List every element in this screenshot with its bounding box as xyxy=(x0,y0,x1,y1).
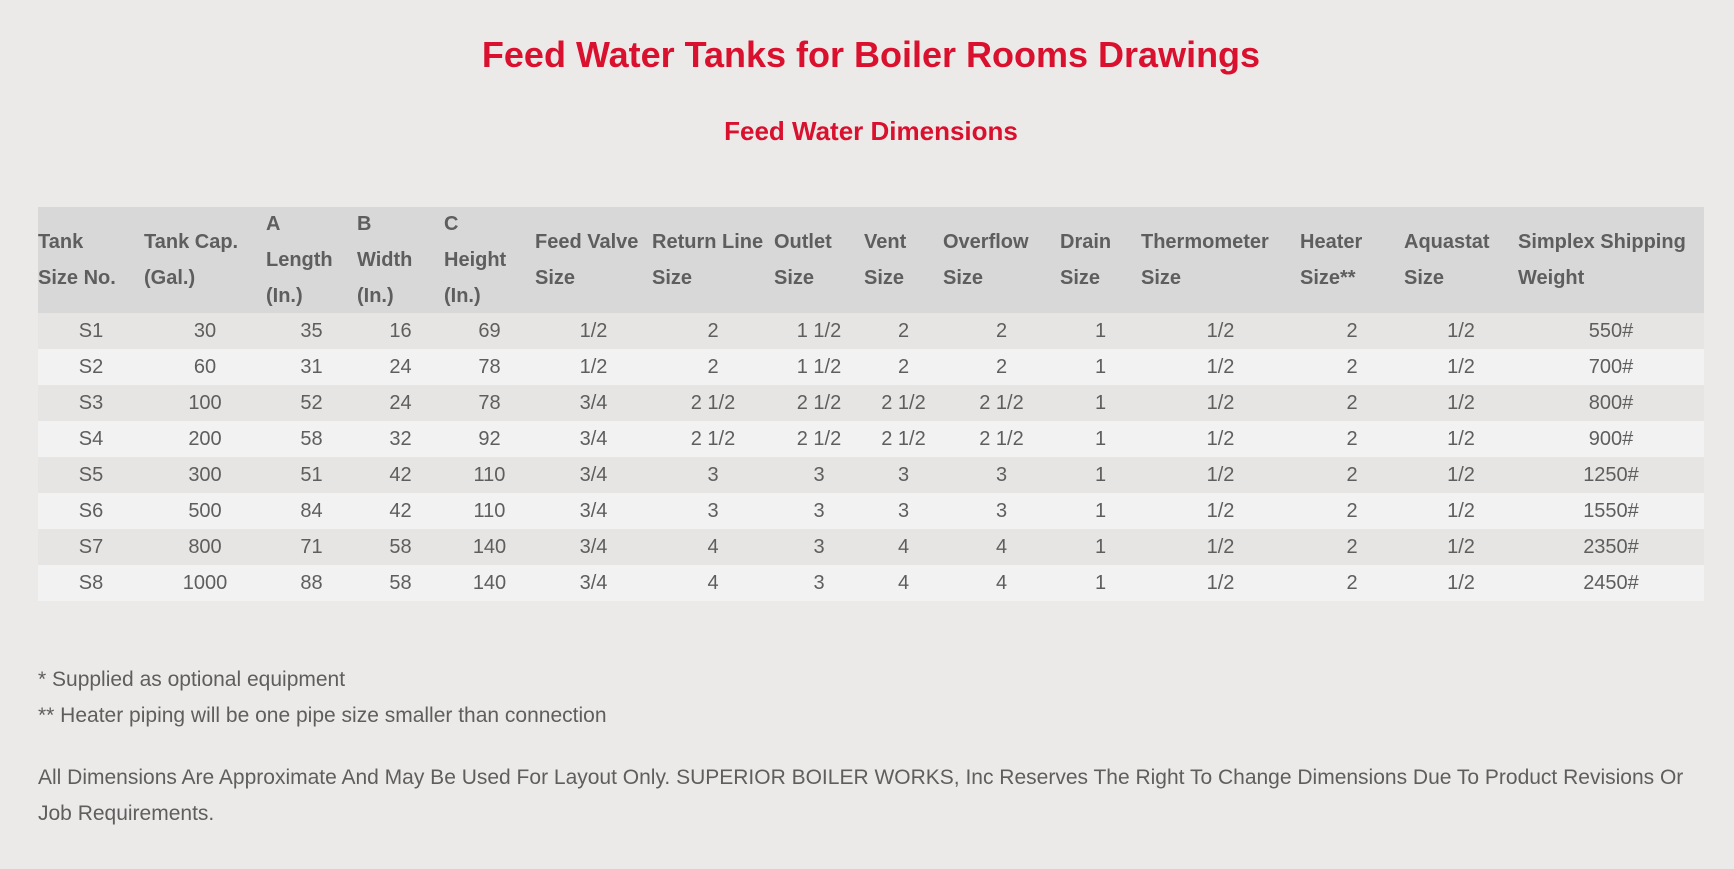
table-cell: 1/2 xyxy=(1447,392,1475,414)
column-header-lines xyxy=(535,233,652,287)
table-cell: 32 xyxy=(389,428,412,450)
table-cell: S6 xyxy=(78,500,104,522)
column-header-lines xyxy=(774,233,864,287)
table-cell: 1/2 xyxy=(1206,572,1235,594)
table-cell: 2 1/2 xyxy=(796,428,842,450)
table-cell: 2350# xyxy=(1583,536,1639,558)
column-header-lines xyxy=(38,233,144,287)
column-header xyxy=(444,207,535,313)
table-cell: 1 xyxy=(1094,428,1107,450)
table-cell: 92 xyxy=(478,428,501,450)
footnote-optional-equipment: * Supplied as optional equipment xyxy=(38,668,346,691)
column-header-line: Vent xyxy=(864,231,907,253)
table-cell: 2 xyxy=(707,356,719,378)
table-cell: 3 xyxy=(813,536,825,558)
column-header-line: Size xyxy=(1404,267,1445,289)
disclaimer-text: All Dimensions Are Approximate And May Be Used For Layout Only. SUPERIOR BOILER WORKS, Inc Reserves The Right To Change Dimensions Due To Product Revisions Or Job Requirements. xyxy=(38,766,1684,825)
table-cell: 3 xyxy=(813,572,825,594)
footnote-heater-piping: ** Heater piping will be one pipe size smaller than connection xyxy=(38,704,607,727)
table-cell: 800# xyxy=(1588,392,1634,414)
table-cell: 2 xyxy=(1346,536,1358,558)
column-header-line: Feed Valve xyxy=(535,231,639,253)
column-header xyxy=(652,207,774,313)
table-cell: 71 xyxy=(300,536,323,558)
table-cell: 2 xyxy=(995,356,1008,378)
table-cell: 1/2 xyxy=(1447,500,1475,522)
table-cell: 35 xyxy=(300,320,323,342)
table-cell: 88 xyxy=(300,572,323,594)
column-header xyxy=(864,207,943,313)
column-header-line: B xyxy=(357,213,372,235)
table-cell: 1/2 xyxy=(1206,392,1235,414)
table-cell: 2 1/2 xyxy=(690,392,736,414)
table-cell: 3/4 xyxy=(579,392,608,414)
column-header-line: Size xyxy=(535,267,576,289)
table-cell: 2 1/2 xyxy=(796,392,842,414)
table-cell: 3 xyxy=(897,500,910,522)
table-cell: 2 xyxy=(897,320,910,342)
column-header-lines xyxy=(652,233,774,287)
table-cell: 1250# xyxy=(1583,464,1639,486)
column-header-lines xyxy=(266,215,357,305)
column-header-line: Size xyxy=(652,267,693,289)
table-cell: 4 xyxy=(897,536,910,558)
column-header-line: Simplex Shipping xyxy=(1518,231,1686,253)
column-header-line: Aquastat xyxy=(1404,231,1490,253)
column-header-line: Weight xyxy=(1518,267,1585,289)
column-header-lines xyxy=(444,215,535,305)
table-cell: 3 xyxy=(707,464,719,486)
column-header-line: C xyxy=(444,213,459,235)
table-cell: 3/4 xyxy=(579,428,608,450)
column-header-lines xyxy=(357,215,444,305)
table-cell: 1/2 xyxy=(1447,356,1475,378)
table-cell: 4 xyxy=(707,536,719,558)
table-cell: 1/2 xyxy=(1447,320,1475,342)
table-row xyxy=(38,385,1704,421)
column-header xyxy=(38,207,144,313)
table-cell: 42 xyxy=(389,464,412,486)
table-cell: 1 xyxy=(1094,392,1107,414)
table-header-row xyxy=(38,207,1704,313)
table-cell: 2 1/2 xyxy=(881,392,926,414)
table-row xyxy=(38,313,1704,349)
column-header xyxy=(943,207,1060,313)
table-cell: 900# xyxy=(1588,428,1634,450)
table-cell: 2 xyxy=(707,320,719,342)
table-cell: 200 xyxy=(188,428,222,450)
table-cell: 31 xyxy=(300,356,323,378)
dimensions-table xyxy=(38,207,1704,601)
column-header xyxy=(144,207,266,313)
column-header-line: A xyxy=(266,213,281,235)
table-cell: 800 xyxy=(188,536,222,558)
table-cell: 100 xyxy=(188,392,222,414)
table-cell: 24 xyxy=(389,392,412,414)
table-row xyxy=(38,457,1704,493)
column-header-line: Size xyxy=(774,267,815,289)
column-header-line: Size xyxy=(1141,267,1182,289)
table-cell: 69 xyxy=(478,320,501,342)
table-cell: S7 xyxy=(78,536,104,558)
table-cell: 84 xyxy=(300,500,323,522)
table-cell: S2 xyxy=(78,356,104,378)
table-cell: 2450# xyxy=(1583,572,1639,594)
table-cell: 52 xyxy=(300,392,323,414)
table-cell: 1 xyxy=(1094,500,1107,522)
table-cell: 4 xyxy=(897,572,910,594)
table-cell: 2 xyxy=(995,320,1008,342)
table-cell: 2 xyxy=(1346,356,1358,378)
table-cell: 1 xyxy=(1094,320,1107,342)
column-header-line: Overflow xyxy=(943,231,1029,253)
column-header xyxy=(1141,207,1300,313)
column-header-line: Width xyxy=(357,249,413,271)
column-header-lines xyxy=(144,233,266,287)
table-cell: 1/2 xyxy=(1447,572,1475,594)
column-header-line: Heater xyxy=(1300,231,1363,253)
column-header-lines xyxy=(1141,233,1300,287)
column-header-line: Size No. xyxy=(38,267,116,289)
table-cell: 78 xyxy=(478,356,501,378)
table-cell: 3 xyxy=(897,464,910,486)
table-cell: 3/4 xyxy=(579,464,608,486)
column-header-line: Size** xyxy=(1300,267,1356,289)
column-header-lines xyxy=(943,233,1060,287)
table-cell: 60 xyxy=(193,356,217,378)
table-cell: 1/2 xyxy=(1206,464,1235,486)
table-cell: 300 xyxy=(188,464,222,486)
footnotes xyxy=(38,662,1704,734)
column-header xyxy=(266,207,357,313)
table-cell: 1 xyxy=(1094,356,1107,378)
table-cell: 1/2 xyxy=(1206,428,1235,450)
table-cell: 1 1/2 xyxy=(796,320,842,342)
table-cell: 2 1/2 xyxy=(979,392,1024,414)
section-subtitle: Feed Water Dimensions xyxy=(724,116,1018,146)
table-cell: 78 xyxy=(478,392,501,414)
column-header xyxy=(1060,207,1141,313)
table-cell: 2 xyxy=(1346,500,1358,522)
table-cell: 2 xyxy=(1346,464,1358,486)
table-cell: 3/4 xyxy=(579,500,608,522)
table-cell: 3/4 xyxy=(579,572,608,594)
table-row xyxy=(38,529,1704,565)
table-row xyxy=(38,493,1704,529)
column-header-lines xyxy=(1404,233,1518,287)
column-header-line: (In.) xyxy=(266,285,303,307)
table-cell: 1000 xyxy=(182,572,228,594)
column-header-lines xyxy=(1518,233,1704,287)
table-cell: 1/2 xyxy=(579,320,608,342)
column-header-line: (Gal.) xyxy=(144,267,196,289)
column-header-line: (In.) xyxy=(357,285,394,307)
table-body xyxy=(38,313,1704,601)
table-cell: 51 xyxy=(300,464,323,486)
table-cell: 1/2 xyxy=(1206,356,1235,378)
table-row xyxy=(38,349,1704,385)
table-cell: 1/2 xyxy=(1206,500,1235,522)
column-header-line: Tank Cap. xyxy=(144,231,239,253)
table-cell: 500 xyxy=(188,500,222,522)
table-cell: 16 xyxy=(389,320,412,342)
table-cell: 110 xyxy=(473,464,506,486)
column-header-line: Length xyxy=(266,249,333,271)
table-cell: S3 xyxy=(78,392,104,414)
table-cell: 3 xyxy=(813,464,825,486)
column-header-line: Size xyxy=(1060,267,1101,289)
table-cell: 3/4 xyxy=(579,536,608,558)
table-cell: 58 xyxy=(389,536,412,558)
table-cell: 2 xyxy=(1346,320,1358,342)
column-header xyxy=(1300,207,1404,313)
table-cell: 110 xyxy=(473,500,506,522)
table-cell: 1/2 xyxy=(1447,464,1475,486)
column-header xyxy=(774,207,864,313)
table-cell: 1 1/2 xyxy=(796,356,842,378)
column-header xyxy=(1518,207,1704,313)
column-header-line: Thermometer xyxy=(1141,231,1269,253)
table-cell: 1550# xyxy=(1583,500,1639,522)
table-cell: S4 xyxy=(78,428,104,450)
table-cell: 30 xyxy=(193,320,217,342)
table-cell: 1/2 xyxy=(1447,428,1475,450)
column-header-line: Drain xyxy=(1060,231,1112,253)
table-row xyxy=(38,565,1704,601)
column-header-lines xyxy=(864,233,943,287)
table-cell: 1/2 xyxy=(1206,536,1235,558)
column-header-lines xyxy=(1060,233,1141,287)
table-cell: 3 xyxy=(707,500,719,522)
table-cell: 3 xyxy=(813,500,825,522)
table-cell: 4 xyxy=(995,536,1008,558)
column-header-line: Height xyxy=(444,249,507,271)
table-cell: 1/2 xyxy=(1206,320,1235,342)
column-header xyxy=(357,207,444,313)
table-cell: 2 1/2 xyxy=(979,428,1024,450)
table-cell: S5 xyxy=(78,464,104,486)
table-cell: 2 xyxy=(1346,392,1358,414)
table-cell: 2 xyxy=(897,356,910,378)
table-cell: 4 xyxy=(995,572,1008,594)
table-cell: 24 xyxy=(389,356,412,378)
table-cell: 2 xyxy=(1346,428,1358,450)
table-cell: 2 1/2 xyxy=(690,428,736,450)
table-cell: 1 xyxy=(1094,536,1107,558)
table-cell: 700# xyxy=(1588,356,1634,378)
table-cell: 1/2 xyxy=(579,356,608,378)
column-header-line: Outlet xyxy=(774,231,832,253)
table-row xyxy=(38,421,1704,457)
column-header-line: Size xyxy=(943,267,984,289)
column-header xyxy=(535,207,652,313)
column-header-line: Tank xyxy=(38,231,84,253)
table-cell: 58 xyxy=(300,428,323,450)
table-cell: 3 xyxy=(995,500,1008,522)
table-cell: 42 xyxy=(389,500,412,522)
table-cell: 3 xyxy=(995,464,1008,486)
table-cell: 2 1/2 xyxy=(881,428,926,450)
disclaimer xyxy=(38,760,1704,832)
table-cell: S1 xyxy=(78,320,104,342)
table-cell: 2 xyxy=(1346,572,1358,594)
table-cell: 1 xyxy=(1094,572,1107,594)
column-header xyxy=(1404,207,1518,313)
table-cell: 58 xyxy=(389,572,412,594)
table-cell: 1/2 xyxy=(1447,536,1475,558)
column-header-line: Size xyxy=(864,267,905,289)
page-title: Feed Water Tanks for Boiler Rooms Drawings xyxy=(481,34,1261,75)
column-header-line: Return Line xyxy=(652,231,764,253)
column-header-lines xyxy=(1300,233,1404,287)
table-cell: 140 xyxy=(472,536,507,558)
table-cell: 140 xyxy=(472,572,507,594)
column-header-line: (In.) xyxy=(444,285,481,307)
table-cell: S8 xyxy=(78,572,104,594)
table-cell: 550# xyxy=(1588,320,1634,342)
table-cell: 1 xyxy=(1094,464,1107,486)
table-cell: 4 xyxy=(707,572,719,594)
